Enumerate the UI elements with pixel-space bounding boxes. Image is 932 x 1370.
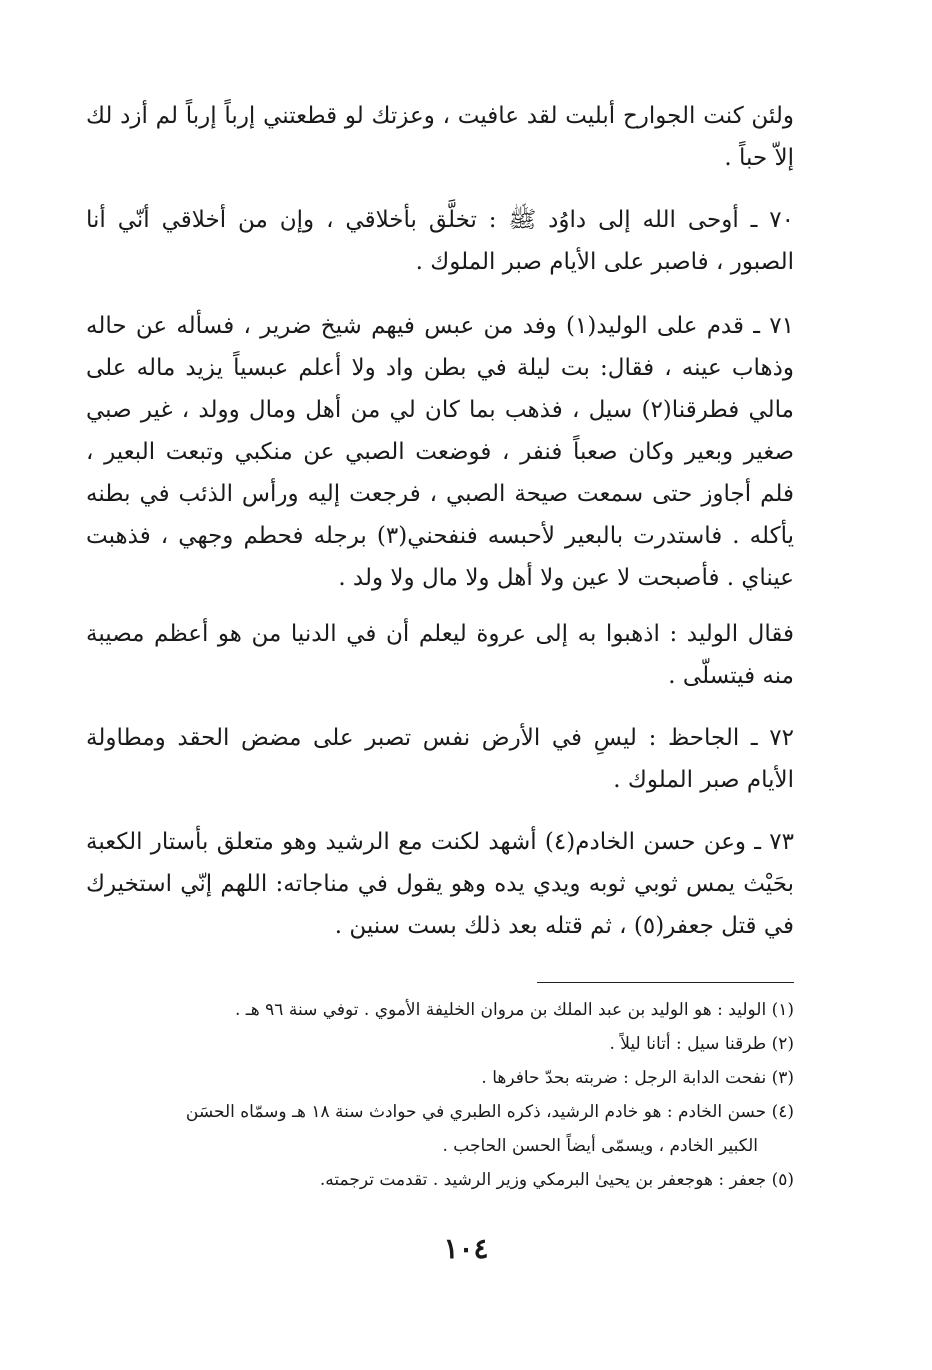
page-number: ١٠٤ xyxy=(443,1232,489,1265)
paragraph-70: ٧٠ ـ أوحى الله إلى داوُد ﷺ : تخلَّق بأخلاقي ، وإن من أخلاقي أنّي أنا الصبور ، فاصبر على الأيام صبر الملوك . xyxy=(86,207,794,275)
footnote-separator xyxy=(537,982,794,983)
paragraph-73: ٧٣ ـ وعن حسن الخادم(٤) أشهد لكنت مع الرشيد وهو متعلق بأستار الكعبة بحَيْث يمس ثوبي ثوبه ويدي يده وهو يقول في مناجاته: اللهم إنّي استخيرك في قتل جعفر(٥) ، ثم قتله بعد ذلك بست سنين . xyxy=(86,829,794,939)
footnote-4-continuation: الكبير الخادم ، ويسمّى أيضاً الحسن الحاجب . xyxy=(442,1136,758,1156)
footnotes xyxy=(86,993,794,1197)
footnote-3: (٣) نفحت الدابة الرجل : ضربته بحدّ حافرها . xyxy=(481,1068,794,1088)
footnote-5: (٥) جعفر : هوجعفر بن يحيىٰ البرمكي وزير الرشيد . تقدمت ترجمته. xyxy=(319,1170,794,1190)
paragraph-intro: ولئن كنت الجوارح أبليت لقد عافيت ، وعزتك لو قطعتني إرباً إرباً لم أزد لك إلاّ حباً . xyxy=(86,103,794,171)
paragraph-72: ٧٢ ـ الجاحظ : ليسِ في الأرض نفس تصبر على مضض الحقد ومطاولة الأيام صبر الملوك . xyxy=(86,725,794,793)
footnote-1: (١) الوليد : هو الوليد بن عبد الملك بن مروان الخليفة الأموي . توفي سنة ٩٦ هـ . xyxy=(234,1000,794,1020)
footnote-2: (٢) طرقنا سيل : أتانا ليلاً . xyxy=(609,1034,794,1054)
paragraph-71-continuation: فقال الوليد : اذهبوا به إلى عروة ليعلم أن في الدنيا من هو أعظم مصيبة منه فيتسلّى . xyxy=(86,621,794,689)
paragraph-71: ٧١ ـ قدم على الوليد(١) وفد من عبس فيهم شيخ ضرير ، فسأله عن حاله وذهاب عينه ، فقال: بت ليلة في بطن واد ولا أعلم عبسياً يزيد ماله على مالي فطرقنا(٢) سيل ، فذهب بما كان لي من أهل ومال وولد ، غير صبي صغير وبعير وكان صعباً فنفر ، فوضعت الصبي عن منكبي وتبعت البعير ، فلم أجاوز حتى سمعت صيحة الصبي ، فرجعت إليه ورأس الذئب في بطنه يأكله . فاستدرت بالبعير لأحبسه فنفحني(٣) برجله فحطم وجهي ، فذهبت عيناي . فأصبحت لا عين ولا أهل ولا مال ولا ولد . xyxy=(86,313,794,591)
footnote-4: (٤) حسن الخادم : هو خادم الرشيد، ذكره الطبري في حوادث سنة ١٨ هـ وسمّاه الحسَن xyxy=(185,1102,794,1122)
